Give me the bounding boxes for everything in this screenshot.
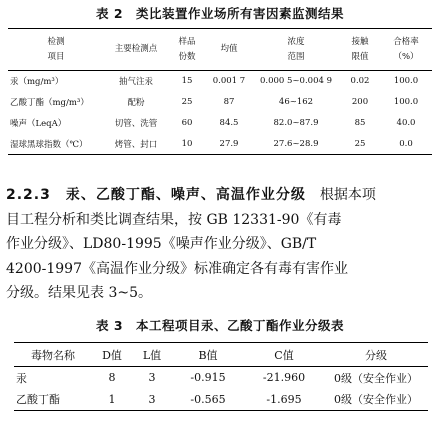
table3-cell: 0级（安全作业）: [334, 393, 418, 407]
table2-cell: 乙酸丁酯（mg/m³）: [10, 98, 89, 108]
table2-header-cell: 均值: [220, 44, 238, 54]
table2-cell: 0.0: [399, 138, 413, 149]
table2-cell: 87: [223, 97, 235, 107]
table2-header-cell: 主要检测点: [114, 44, 158, 54]
paragraph-line-2: 目工程分析和类比调查结果，按 GB 12331-90《有毒: [6, 211, 342, 228]
table3-cell: -0.915: [190, 371, 226, 385]
table3-cell: 1: [108, 392, 116, 406]
table2-cell: 46~162: [278, 97, 314, 107]
table2-cell: 100.0: [393, 97, 419, 107]
table3-header-cell: L值: [142, 348, 162, 362]
table2-cell: 0.001 7: [212, 76, 246, 87]
table2-cell: 噪声（LeqA）: [10, 119, 67, 129]
table2-cell: 27.9: [219, 138, 239, 149]
paragraph-text: 根据本项: [319, 187, 376, 203]
table3-cell: 0级（安全作业）: [334, 371, 418, 385]
paragraph-line-3: 作业分级》、LD80-1995《噪声作业分级》、GB/T: [6, 236, 317, 252]
table-row: [8, 71, 432, 92]
monitoring-results-table: [8, 28, 432, 155]
table2-header-cell: 接触 限值: [351, 36, 369, 62]
table3-header-cell: D值: [102, 348, 122, 362]
table3-header-cell: 毒物名称: [31, 348, 75, 362]
table2-cell: 0.000 5~0.004 9: [259, 76, 332, 87]
table2-cell: 25: [181, 97, 193, 107]
table3-header-row: [14, 343, 428, 367]
table3-header-cell: B值: [198, 348, 218, 362]
paragraph-line-5: 分级。结果见表 3~5。: [6, 285, 152, 301]
table-row: [14, 389, 428, 411]
table2-cell: 15: [181, 76, 193, 87]
table-row: [8, 113, 432, 134]
paragraph-line-4: 4200-1997《高温作业分级》标准确定各有毒有害作业: [6, 260, 348, 277]
table-row: [8, 92, 432, 113]
table2-cell: 40.0: [396, 118, 416, 128]
table2-cell: 湿球黑球指数（℃）: [10, 139, 88, 150]
table2-cell: 0.02: [350, 76, 370, 87]
table2-caption: 表 2 类比装置作业场所有害因素监测结果: [95, 6, 345, 21]
table2-cell: 配粉: [127, 98, 145, 108]
table3-cell: 汞: [16, 371, 27, 385]
table3-header-cell: C值: [274, 348, 294, 362]
table3-cell: -0.565: [190, 392, 226, 406]
table2-cell: 27.6~28.9: [273, 138, 319, 149]
section-heading: 2.2.3 汞、乙酸丁酯、噪声、高温作业分级: [6, 187, 306, 203]
table-row: [14, 367, 428, 389]
table2-cell: 切管、洗管: [114, 119, 158, 129]
table3-caption: 表 3 本工程项目汞、乙酸丁酯作业分级表: [95, 318, 345, 333]
table2-cell: 汞（mg/m³）: [10, 77, 64, 88]
table2-cell: 25: [354, 138, 366, 149]
table2-header-cell: 浓度 范围: [287, 36, 305, 62]
table2-cell: 10: [181, 138, 193, 149]
table3-header-cell: 分级: [365, 348, 387, 362]
table2-cell: 84.5: [219, 118, 239, 128]
table3-cell: 3: [148, 371, 156, 385]
table3-cell: 8: [108, 371, 116, 385]
table2-body: [8, 71, 432, 155]
table-row: [8, 134, 432, 155]
table3-cell: -21.960: [262, 371, 306, 385]
table2-cell: 抽气注汞: [118, 77, 153, 88]
table2-cell: 82.0~87.9: [273, 118, 319, 128]
table2-cell: 85: [354, 118, 366, 128]
toxic-grading-table: [14, 342, 428, 411]
table2-header-cell: 检测 项目: [47, 36, 65, 62]
paragraph-line-1: [6, 183, 436, 208]
table2-cell: 200: [351, 97, 369, 107]
table2-header-row: [8, 29, 432, 71]
table3-cell: -1.695: [266, 392, 302, 406]
table2-header-cell: 样品 份数: [178, 36, 196, 62]
table2-header-cell: 合格率 （%）: [393, 36, 419, 62]
section-paragraph: [6, 183, 436, 306]
table2-cell: 60: [181, 118, 193, 128]
table3-cell: 3: [148, 392, 156, 406]
table2-cell: 100.0: [393, 76, 419, 87]
table3-body: [14, 367, 428, 411]
table2-cell: 烤管、封口: [114, 139, 158, 150]
table3-cell: 乙酸丁酯: [16, 393, 60, 407]
